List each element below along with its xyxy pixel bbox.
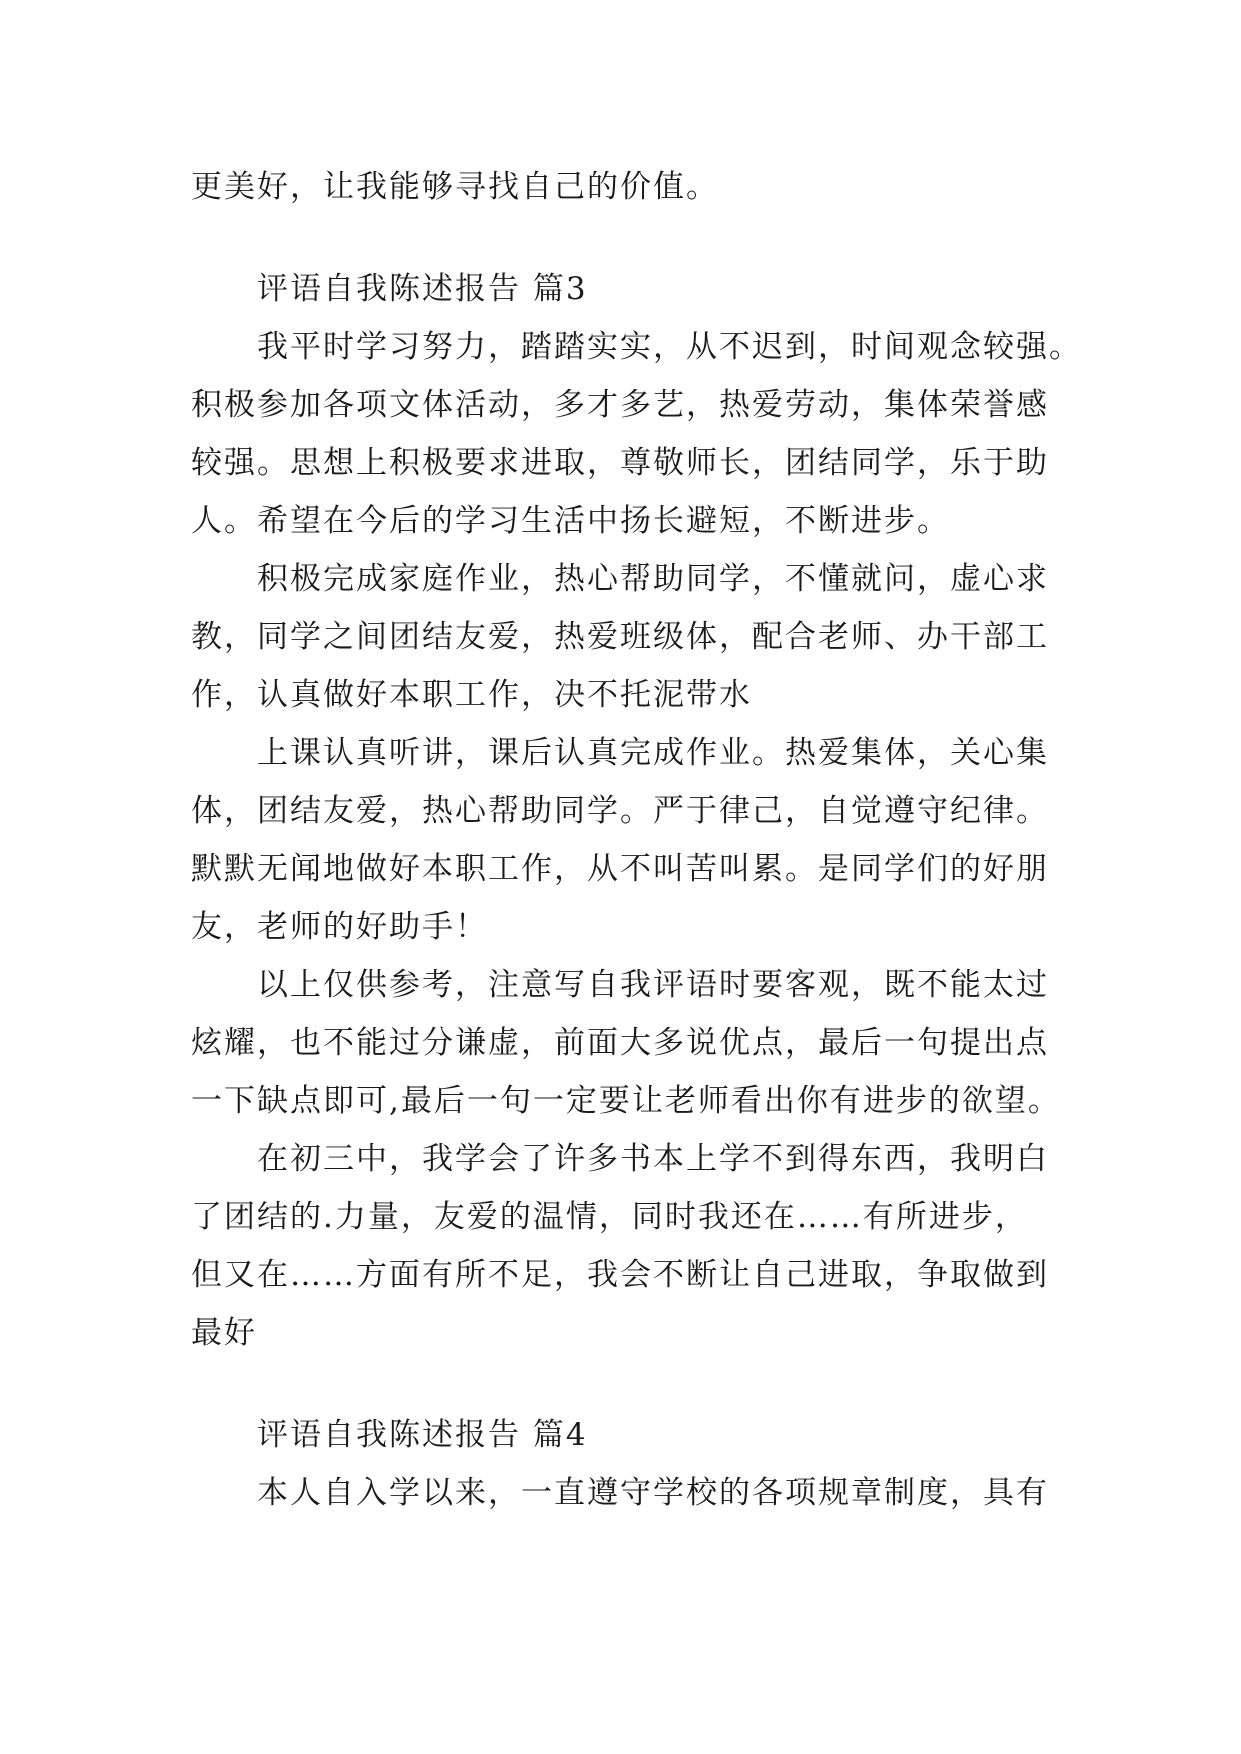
text-line: 较强。思想上积极要求进取，尊敬师长，团结同学，乐于助 bbox=[191, 445, 1049, 481]
section-heading: 评语自我陈述报告 篇3 bbox=[257, 271, 588, 307]
text-line: 上课认真听讲，课后认真完成作业。热爱集体，关心集 bbox=[257, 735, 1049, 771]
section-gap bbox=[191, 1362, 1071, 1406]
text-line: 积极完成家庭作业，热心帮助同学，不懂就问，虚心求 bbox=[257, 561, 1049, 597]
text-line: 友，老师的好助手！ bbox=[191, 909, 488, 945]
text-line: 了团结的.力量，友爱的温情，同时我还在……有所进步， bbox=[191, 1199, 1028, 1235]
text-line: 积极参加各项文体活动，多才多艺，热爱劳动，集体荣誉感 bbox=[191, 387, 1049, 423]
text-line: 但又在……方面有所不足，我会不断让自己进取，争取做到 bbox=[191, 1257, 1049, 1293]
section-gap bbox=[191, 216, 1071, 260]
text-line: 教，同学之间团结友爱，热爱班级体，配合老师、办干部工 bbox=[191, 619, 1049, 655]
text-line: 更美好，让我能够寻找自己的价值。 bbox=[191, 169, 719, 205]
text-line: 最好 bbox=[191, 1315, 257, 1351]
text-line: 以上仅供参考，注意写自我评语时要客观，既不能太过 bbox=[257, 967, 1049, 1003]
section-heading: 评语自我陈述报告 篇4 bbox=[257, 1417, 588, 1453]
text-line: 在初三中，我学会了许多书本上学不到得东西，我明白 bbox=[257, 1141, 1049, 1177]
text-line: 炫耀，也不能过分谦虚，前面大多说优点，最后一句提出点 bbox=[191, 1025, 1049, 1061]
text-line: 一下缺点即可,最后一句一定要让老师看出你有进步的欲望。 bbox=[191, 1083, 1061, 1119]
text-line: 默默无闻地做好本职工作，从不叫苦叫累。是同学们的好朋 bbox=[191, 851, 1049, 887]
text-line: 本人自入学以来，一直遵守学校的各项规章制度，具有 bbox=[257, 1475, 1049, 1511]
text-line: 我平时学习努力，踏踏实实，从不迟到，时间观念较强。 bbox=[257, 329, 1082, 365]
document-body bbox=[191, 158, 1082, 1522]
text-line: 作，认真做好本职工作，决不托泥带水 bbox=[191, 677, 752, 713]
text-line: 体，团结友爱，热心帮助同学。严于律己，自觉遵守纪律。 bbox=[191, 793, 1049, 829]
text-line: 人。希望在今后的学习生活中扬长避短，不断进步。 bbox=[191, 503, 950, 539]
